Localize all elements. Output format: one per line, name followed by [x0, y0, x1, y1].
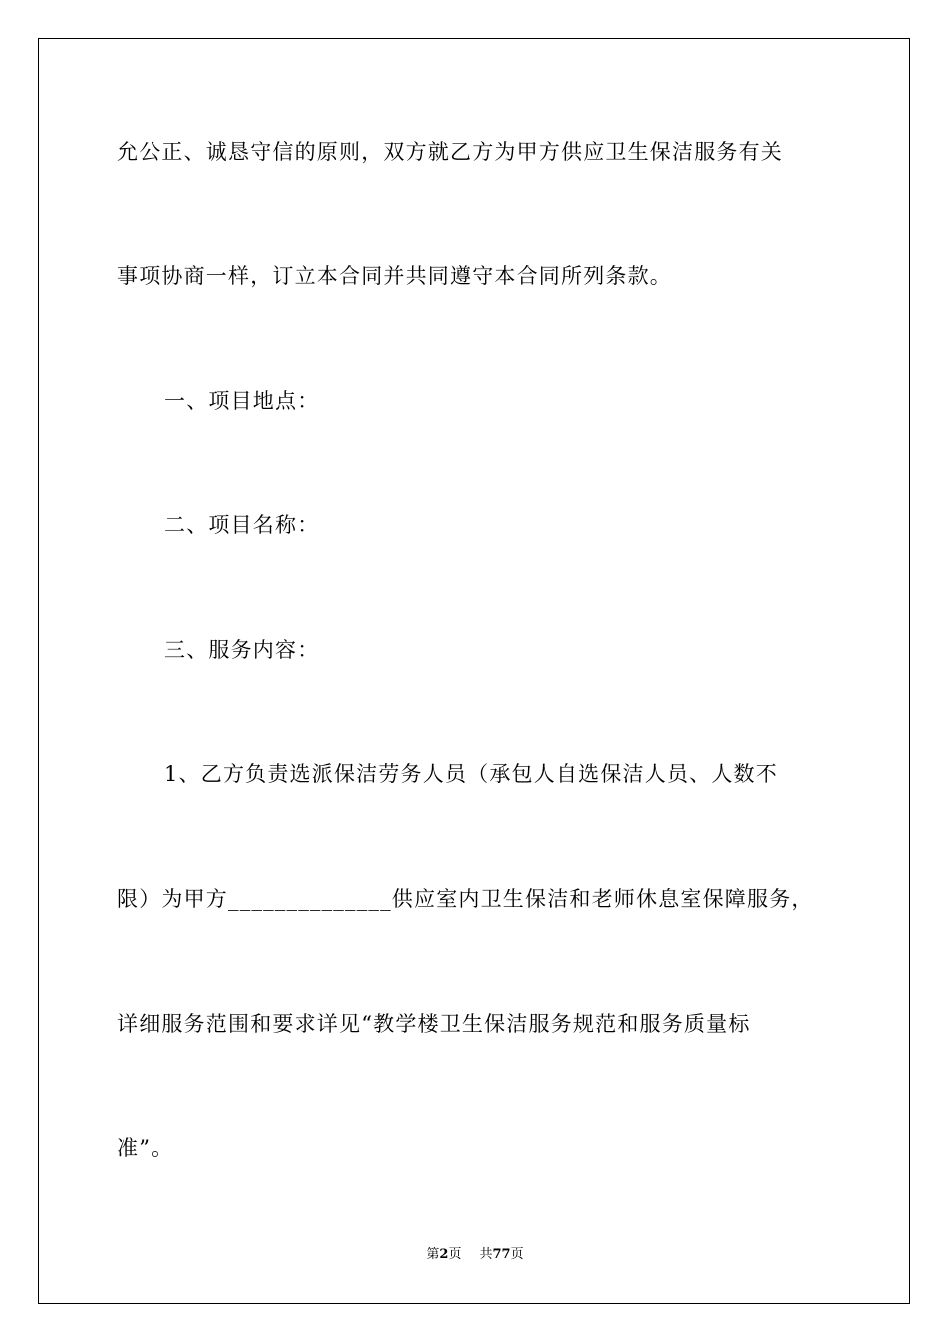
paragraph-line-6: 准”。	[117, 1136, 174, 1160]
footer-total-pages: 77	[492, 1247, 511, 1262]
footer-page-number: 2	[439, 1247, 449, 1262]
section-heading-content: 三、服务内容：	[164, 638, 320, 662]
paragraph-line-5: 详细服务范围和要求详见“教学楼卫生保洁服务规范和服务质量标	[117, 1012, 751, 1036]
section-heading-name: 二、项目名称：	[164, 513, 320, 537]
page-border	[38, 38, 910, 1304]
paragraph-line-4: 限）为甲方______________供应室内卫生保洁和老师休息室保障服务，	[117, 887, 814, 911]
footer-total-prefix: 共	[479, 1247, 493, 1262]
paragraph-line-1: 允公正、诚恳守信的原则，双方就乙方为甲方供应卫生保洁服务有关	[117, 140, 783, 164]
footer-page-suffix: 页	[448, 1247, 462, 1262]
page-footer	[0, 1246, 950, 1264]
section-heading-location: 一、项目地点：	[164, 389, 320, 413]
paragraph-line-2: 事项协商一样，订立本合同并共同遵守本合同所列条款。	[117, 264, 672, 288]
footer-page-prefix: 第	[426, 1247, 440, 1262]
footer-total-suffix: 页	[510, 1247, 524, 1262]
paragraph-line-3: 1、乙方负责选派保洁劳务人员（承包人自选保洁人员、人数不	[164, 762, 778, 786]
